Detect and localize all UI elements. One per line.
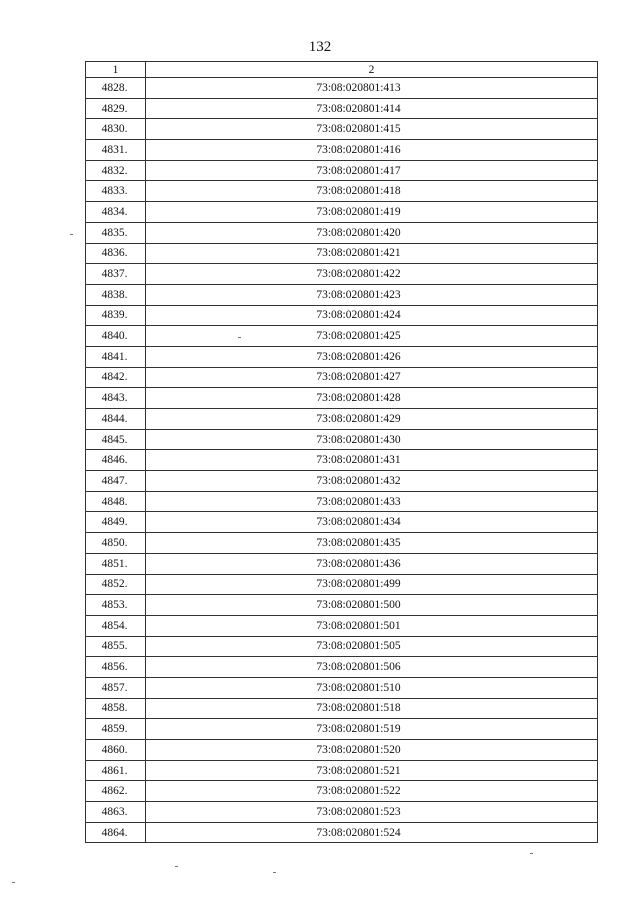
cadastral-number-cell: 73:08:020801:422 bbox=[146, 264, 598, 285]
table-row bbox=[86, 326, 598, 347]
row-index-cell: 4835. bbox=[86, 222, 146, 243]
table-row bbox=[86, 802, 598, 823]
row-index-cell: 4837. bbox=[86, 264, 146, 285]
cadastral-number-cell: 73:08:020801:430 bbox=[146, 429, 598, 450]
row-index-cell: 4850. bbox=[86, 533, 146, 554]
cadastral-number-cell: 73:08:020801:419 bbox=[146, 202, 598, 223]
cadastral-number-cell: 73:08:020801:499 bbox=[146, 574, 598, 595]
table-row bbox=[86, 719, 598, 740]
table-row bbox=[86, 243, 598, 264]
table-row bbox=[86, 491, 598, 512]
cadastral-number-cell: 73:08:020801:414 bbox=[146, 98, 598, 119]
table-body bbox=[86, 78, 598, 843]
table-row bbox=[86, 636, 598, 657]
table-row bbox=[86, 78, 598, 99]
row-index-cell: 4832. bbox=[86, 160, 146, 181]
cadastral-number-cell: 73:08:020801:432 bbox=[146, 471, 598, 492]
row-index-cell: 4855. bbox=[86, 636, 146, 657]
table-row bbox=[86, 781, 598, 802]
cadastral-number-cell: 73:08:020801:429 bbox=[146, 409, 598, 430]
cadastral-number-cell: 73:08:020801:415 bbox=[146, 119, 598, 140]
row-index-cell: 4836. bbox=[86, 243, 146, 264]
cadastral-number-cell: 73:08:020801:427 bbox=[146, 367, 598, 388]
cadastral-number-cell: 73:08:020801:421 bbox=[146, 243, 598, 264]
cadastral-number-cell: 73:08:020801:518 bbox=[146, 698, 598, 719]
table-row bbox=[86, 533, 598, 554]
row-index-cell: 4843. bbox=[86, 388, 146, 409]
cadastral-number-cell: 73:08:020801:434 bbox=[146, 512, 598, 533]
table-row bbox=[86, 202, 598, 223]
table-row bbox=[86, 119, 598, 140]
table-row bbox=[86, 367, 598, 388]
scan-speck bbox=[273, 872, 276, 873]
table-row bbox=[86, 657, 598, 678]
page-number: 132 bbox=[308, 39, 332, 55]
table-header-row bbox=[86, 62, 598, 78]
row-index-cell: 4834. bbox=[86, 202, 146, 223]
table-row bbox=[86, 595, 598, 616]
cadastral-number-cell: 73:08:020801:423 bbox=[146, 284, 598, 305]
cadastral-number-cell: 73:08:020801:501 bbox=[146, 615, 598, 636]
row-index-cell: 4838. bbox=[86, 284, 146, 305]
row-index-cell: 4833. bbox=[86, 181, 146, 202]
cadastral-number-cell: 73:08:020801:519 bbox=[146, 719, 598, 740]
table-row bbox=[86, 450, 598, 471]
scan-speck bbox=[70, 234, 73, 235]
cadastral-number-cell: 73:08:020801:524 bbox=[146, 822, 598, 843]
table-row bbox=[86, 284, 598, 305]
cadastral-number-cell: 73:08:020801:521 bbox=[146, 760, 598, 781]
scan-speck bbox=[238, 337, 241, 338]
row-index-cell: 4839. bbox=[86, 305, 146, 326]
row-index-cell: 4847. bbox=[86, 471, 146, 492]
row-index-cell: 4846. bbox=[86, 450, 146, 471]
cadastral-number-cell: 73:08:020801:436 bbox=[146, 553, 598, 574]
cadastral-number-cell: 73:08:020801:510 bbox=[146, 677, 598, 698]
row-index-cell: 4857. bbox=[86, 677, 146, 698]
row-index-cell: 4861. bbox=[86, 760, 146, 781]
cadastral-number-cell: 73:08:020801:426 bbox=[146, 346, 598, 367]
cadastral-number-cell: 73:08:020801:417 bbox=[146, 160, 598, 181]
cadastral-number-cell: 73:08:020801:428 bbox=[146, 388, 598, 409]
row-index-cell: 4829. bbox=[86, 98, 146, 119]
row-index-cell: 4830. bbox=[86, 119, 146, 140]
table-row bbox=[86, 160, 598, 181]
table-row bbox=[86, 822, 598, 843]
cadastral-table bbox=[85, 61, 598, 843]
row-index-cell: 4831. bbox=[86, 140, 146, 161]
table-row bbox=[86, 553, 598, 574]
scan-speck bbox=[530, 853, 533, 854]
row-index-cell: 4840. bbox=[86, 326, 146, 347]
row-index-cell: 4841. bbox=[86, 346, 146, 367]
column-header-cadastral-number: 2 bbox=[146, 62, 598, 78]
table-row bbox=[86, 760, 598, 781]
cadastral-number-cell: 73:08:020801:416 bbox=[146, 140, 598, 161]
row-index-cell: 4859. bbox=[86, 719, 146, 740]
cadastral-number-cell: 73:08:020801:435 bbox=[146, 533, 598, 554]
row-index-cell: 4852. bbox=[86, 574, 146, 595]
row-index-cell: 4848. bbox=[86, 491, 146, 512]
table-row bbox=[86, 698, 598, 719]
table-row bbox=[86, 140, 598, 161]
table-row bbox=[86, 346, 598, 367]
cadastral-number-cell: 73:08:020801:431 bbox=[146, 450, 598, 471]
row-index-cell: 4849. bbox=[86, 512, 146, 533]
cadastral-number-cell: 73:08:020801:500 bbox=[146, 595, 598, 616]
cadastral-number-cell: 73:08:020801:413 bbox=[146, 78, 598, 99]
table-row bbox=[86, 615, 598, 636]
table-row bbox=[86, 740, 598, 761]
table-row bbox=[86, 409, 598, 430]
cadastral-number-cell: 73:08:020801:424 bbox=[146, 305, 598, 326]
table-row bbox=[86, 388, 598, 409]
cadastral-number-cell: 73:08:020801:522 bbox=[146, 781, 598, 802]
table-row bbox=[86, 471, 598, 492]
row-index-cell: 4863. bbox=[86, 802, 146, 823]
cadastral-number-cell: 73:08:020801:420 bbox=[146, 222, 598, 243]
cadastral-number-cell: 73:08:020801:425 bbox=[146, 326, 598, 347]
row-index-cell: 4854. bbox=[86, 615, 146, 636]
row-index-cell: 4842. bbox=[86, 367, 146, 388]
table-row bbox=[86, 305, 598, 326]
row-index-cell: 4856. bbox=[86, 657, 146, 678]
scan-speck bbox=[175, 866, 178, 867]
cadastral-number-cell: 73:08:020801:433 bbox=[146, 491, 598, 512]
table-row bbox=[86, 181, 598, 202]
row-index-cell: 4851. bbox=[86, 553, 146, 574]
cadastral-number-cell: 73:08:020801:505 bbox=[146, 636, 598, 657]
scan-speck bbox=[12, 882, 15, 883]
row-index-cell: 4858. bbox=[86, 698, 146, 719]
row-index-cell: 4845. bbox=[86, 429, 146, 450]
table-row bbox=[86, 512, 598, 533]
row-index-cell: 4864. bbox=[86, 822, 146, 843]
table-row bbox=[86, 677, 598, 698]
row-index-cell: 4853. bbox=[86, 595, 146, 616]
table-row bbox=[86, 574, 598, 595]
row-index-cell: 4862. bbox=[86, 781, 146, 802]
row-index-cell: 4844. bbox=[86, 409, 146, 430]
row-index-cell: 4860. bbox=[86, 740, 146, 761]
row-index-cell: 4828. bbox=[86, 78, 146, 99]
column-header-index: 1 bbox=[86, 62, 146, 78]
cadastral-number-cell: 73:08:020801:520 bbox=[146, 740, 598, 761]
table-row bbox=[86, 98, 598, 119]
table-row bbox=[86, 429, 598, 450]
cadastral-number-cell: 73:08:020801:506 bbox=[146, 657, 598, 678]
table-row bbox=[86, 264, 598, 285]
cadastral-number-cell: 73:08:020801:523 bbox=[146, 802, 598, 823]
table-row bbox=[86, 222, 598, 243]
cadastral-number-cell: 73:08:020801:418 bbox=[146, 181, 598, 202]
